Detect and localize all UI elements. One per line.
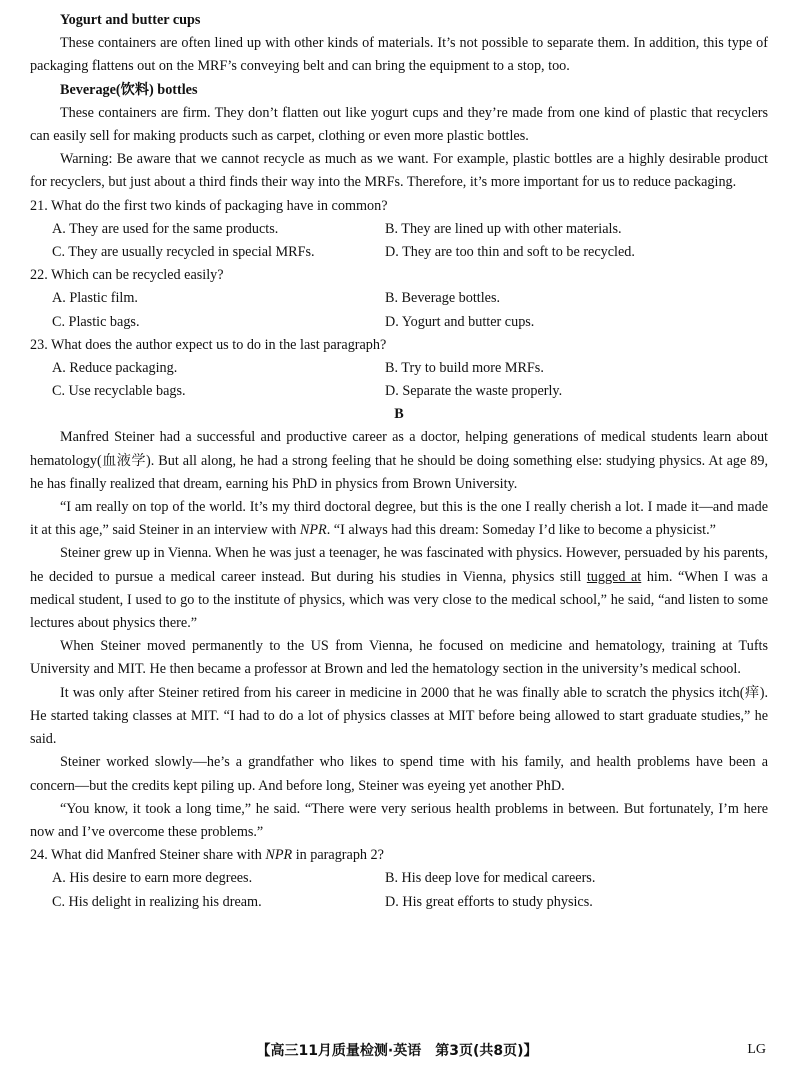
underlined-phrase: tugged at [586, 568, 642, 585]
option-a[interactable]: A. Reduce packaging. [52, 360, 178, 377]
passage-b-paragraph-4: When Steiner moved permanently to the US from Vienna, he focused on medicine and hematology, training at Tufts University and MIT. He then became a professor at Brown and led the hematology section in the university’s medical school. [30, 638, 768, 678]
question-23 [30, 334, 768, 404]
option-a[interactable]: A. Plastic film. [52, 290, 138, 307]
question-stem: 23. What does the author expect us to do in the last paragraph? [30, 336, 387, 353]
yogurt-paragraph: These containers are often lined up with other kinds of materials. It’s not possible to separate them. In addition, this type of packaging flattens out on the MRF’s conveying belt and can bring the equipment to a stop, too. [30, 35, 768, 75]
option-a[interactable]: A. His desire to earn more degrees. [52, 870, 253, 887]
passage-b-paragraph-2 [30, 496, 768, 542]
question-stem [30, 844, 768, 867]
section-b-label: B [394, 406, 404, 423]
passage-b-paragraph-7: “You know, it took a long time,” he said. “There were very serious health problems in between. But fortunately, I’m here now and I’ve overcome these problems.” [30, 800, 768, 840]
passage-b-paragraph-5: It was only after Steiner retired from his career in medicine in 2000 that he was finally able to scratch the physics itch(痒). He started taking classes at MIT. “I had to do a lot of physics classes at MIT before being allowed to start graduate studies,” he said. [30, 684, 768, 748]
option-d[interactable]: D. Yogurt and butter cups. [385, 313, 535, 330]
question-stem: 21. What do the first two kinds of packaging have in common? [30, 197, 388, 214]
p3-text-after: him. “When I was a medical student, I used to go to the institute of physics, which was very close to the medical school,” he said, “and listen to some lectures about physics there.” [30, 568, 768, 632]
q24-stem-after: in paragraph 2? [292, 847, 384, 864]
q24-stem-before: 24. What did Manfred Steiner share with [30, 847, 266, 864]
heading-yogurt-cups: Yogurt and butter cups [60, 12, 201, 28]
passage-b-paragraph-3 [30, 542, 768, 635]
npr-italic: NPR [299, 522, 327, 539]
option-d[interactable]: D. Separate the waste properly. [385, 383, 563, 400]
question-stem: 22. Which can be recycled easily? [30, 267, 224, 284]
question-21 [30, 195, 768, 265]
passage-b-paragraph-1: Manfred Steiner had a successful and productive career as a doctor, helping generations of medical students learn about hematology(血液学). But all along, he had a strong feeling that he should be doing something else: studying physics. At age 89, he has finally realized that dream, earning his PhD in physics from Brown University. [30, 429, 768, 492]
beverage-paragraph: These containers are firm. They don’t flatten out like yogurt cups and they’re made from one kind of plastic that recyclers can easily sell for making products such as carpet, clothing or even more plastic bottles. [30, 104, 768, 145]
heading-beverage-bottles: Beverage(饮料) bottles [60, 81, 198, 98]
option-c[interactable]: C. Use recyclable bags. [52, 383, 186, 400]
option-b[interactable]: B. They are lined up with other materials. [385, 220, 622, 237]
exam-page [30, 9, 768, 914]
question-24 [30, 844, 768, 914]
option-b[interactable]: B. Try to build more MRFs. [385, 360, 544, 377]
option-d[interactable]: D. His great efforts to study physics. [385, 893, 593, 910]
option-a[interactable]: A. They are used for the same products. [52, 220, 279, 237]
option-b[interactable]: B. Beverage bottles. [385, 290, 501, 307]
npr-italic: NPR [265, 847, 293, 864]
option-c[interactable]: C. Plastic bags. [52, 313, 140, 330]
option-d[interactable]: D. They are too thin and soft to be recycled. [385, 244, 635, 261]
question-22 [30, 264, 768, 334]
p3-text-before: Steiner grew up in Vienna. When he was just a teenager, he was fascinated with physics. However, persuaded by his parents, he decided to pursue a medical career instead. But during his studies in Vienna, physics still [30, 545, 768, 585]
p2-text-after: . “I always had this dream: Someday I’d like to become a physicist.” [326, 522, 716, 539]
footer-code: LG [747, 1042, 766, 1057]
warning-paragraph: Warning: Be aware that we cannot recycle as much as we want. For example, plastic bottles are a highly desirable product for recyclers, but just about a third finds their way into the MRFs. Therefore, it’s more important for us to reduce packaging. [30, 151, 768, 191]
page-footer: 【高三11月质量检测·英语 第3页(共8页)】 [256, 1043, 538, 1059]
option-c[interactable]: C. His delight in realizing his dream. [52, 893, 262, 910]
option-b[interactable]: B. His deep love for medical careers. [385, 870, 596, 887]
p2-text-before: “I am really on top of the world. It’s my third doctoral degree, but this is the one I really cherish a lot. I made it—and made it at this age,” said Steiner in an interview with [30, 499, 768, 539]
passage-b-paragraph-6: Steiner worked slowly—he’s a grandfather who likes to spend time with his family, and health problems have been a concern—but the credits kept piling up. And before long, Steiner was eyeing yet another PhD. [30, 754, 768, 794]
option-c[interactable]: C. They are usually recycled in special MRFs. [52, 244, 315, 261]
